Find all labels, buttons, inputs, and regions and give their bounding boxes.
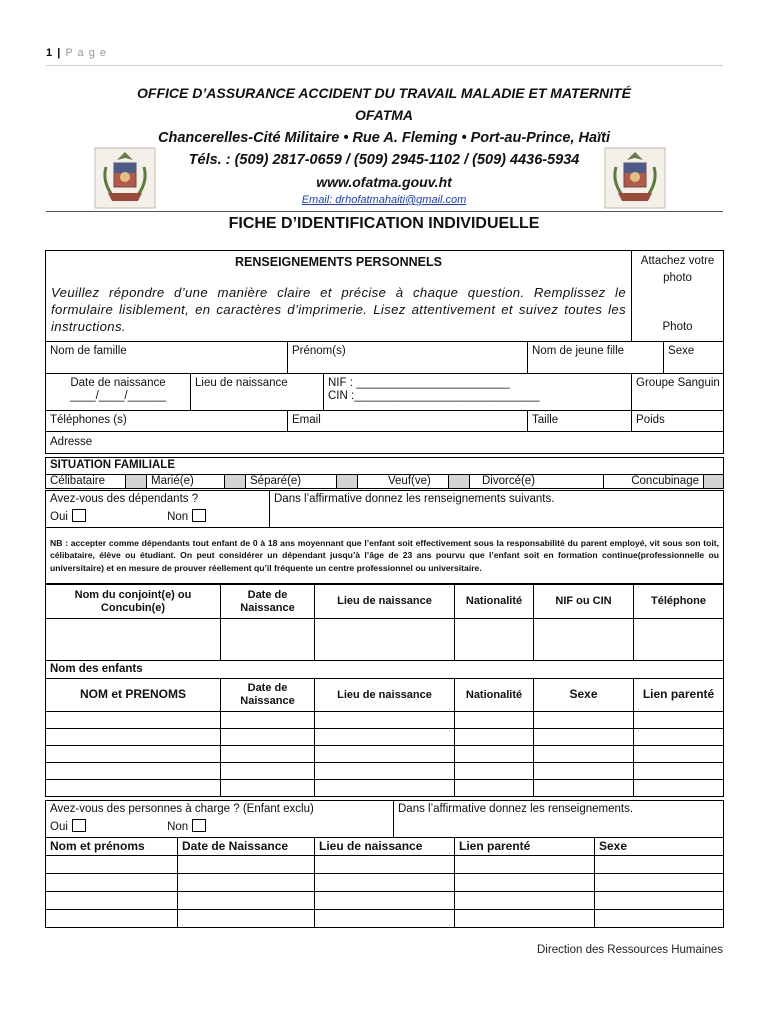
children-header-sex: Sexe: [534, 679, 634, 712]
table-cell[interactable]: [46, 874, 178, 892]
table-row: [46, 763, 724, 780]
table-cell[interactable]: [178, 892, 315, 910]
checkbox-marie[interactable]: [225, 475, 246, 489]
table-row: [46, 856, 724, 874]
charges-header-sex: Sexe: [595, 838, 724, 856]
table-cell[interactable]: [178, 874, 315, 892]
ofatma-seal-logo-right: [604, 147, 666, 209]
table-cell[interactable]: [46, 892, 178, 910]
table-cell[interactable]: [634, 712, 724, 729]
table-cell[interactable]: [315, 763, 455, 780]
option-divorce: Divorcé(e): [470, 475, 604, 489]
children-header-birthdate: Date de Naissance: [221, 679, 315, 712]
table-cell[interactable]: [221, 780, 315, 797]
charges-non-checkbox[interactable]: [192, 819, 206, 832]
spouse-header-birthdate: Date de Naissance: [221, 585, 315, 619]
personal-heading: RENSEIGNEMENTS PERSONNELS: [235, 255, 442, 269]
org-acronym: OFATMA: [354, 107, 414, 123]
table-cell[interactable]: [46, 729, 221, 746]
personal-info-header: [46, 251, 632, 342]
charges-question-table: [45, 800, 724, 838]
children-heading: Nom des enfants: [46, 661, 724, 679]
table-cell[interactable]: [221, 746, 315, 763]
table-cell[interactable]: [455, 712, 534, 729]
photo-label: Photo: [662, 321, 693, 333]
children-header-nationality: Nationalité: [455, 679, 534, 712]
table-cell[interactable]: [315, 892, 455, 910]
table-cell[interactable]: [634, 729, 724, 746]
title-rule: [46, 211, 723, 212]
org-phones: Téls. : (509) 2817-0659 / (509) 2945-1102 / (509) 4436-5934: [188, 152, 580, 168]
charges-question-cell: [46, 801, 394, 838]
table-cell[interactable]: [595, 874, 724, 892]
dependants-note: NB : accepter comme dépendants tout enfant de 0 à 18 ans moyennant que l’enfant soit effectivement sous la responsabilité du parent employé, vit sous son toit, célibataire, élève ou étudiant. On peut considérer un dépendant jusqu’à l’âge de 23 ans pourvu que l’enfant soit en formation continue(professionnelle ou universitaire) et en mesure de prouver réellement qu’il fréquente un centre professionnel ou universitaire.: [46, 528, 724, 584]
charges-header-relation: Lien parenté: [455, 838, 595, 856]
checkbox-concubinage[interactable]: [704, 475, 724, 489]
email-field[interactable]: Email: [288, 411, 528, 432]
table-cell[interactable]: [534, 746, 634, 763]
charges-header-birthdate: Date de Naissance: [178, 838, 315, 856]
table-cell[interactable]: [178, 856, 315, 874]
table-cell[interactable]: [315, 910, 455, 928]
table-cell[interactable]: [534, 712, 634, 729]
table-cell[interactable]: [455, 729, 534, 746]
charges-non-label: Non: [167, 821, 189, 834]
table-row: [46, 874, 724, 892]
adresse-field[interactable]: Adresse: [46, 432, 724, 454]
checkbox-separe[interactable]: [337, 475, 358, 489]
page-number-value: 1: [46, 47, 54, 59]
table-cell[interactable]: [634, 780, 724, 797]
page-separator: |: [57, 47, 62, 59]
dependants-table: [45, 490, 724, 584]
org-website: www.ofatma.gouv.ht: [316, 174, 452, 190]
table-row: [46, 712, 724, 729]
org-address: Chancerelles-Cité Militaire • Rue A. Fleming • Port-au-Prince, Haïti: [158, 130, 610, 146]
option-concubinage: Concubinage: [604, 475, 704, 489]
nif-cin-field[interactable]: [324, 374, 632, 411]
table-cell[interactable]: [46, 746, 221, 763]
table-cell[interactable]: [534, 763, 634, 780]
telephones-field[interactable]: Téléphones (s): [46, 411, 288, 432]
groupe-sanguin-field[interactable]: Groupe Sanguin: [632, 374, 724, 411]
children-table: [45, 660, 724, 797]
table-cell[interactable]: [455, 892, 595, 910]
table-cell[interactable]: [595, 910, 724, 928]
table-row: [46, 746, 724, 763]
table-row: [46, 910, 724, 928]
table-cell[interactable]: [315, 746, 455, 763]
table-cell[interactable]: [46, 763, 221, 780]
prenoms-field[interactable]: Prénom(s): [288, 342, 528, 374]
dependants-affirmative: Dans l’affirmative donnez les renseignements suivants.: [270, 491, 724, 528]
table-cell[interactable]: [455, 746, 534, 763]
spouse-header-birthplace: Lieu de naissance: [315, 585, 455, 619]
lieu-naissance-field[interactable]: Lieu de naissance: [191, 374, 324, 411]
option-celibataire: Célibataire: [46, 475, 126, 489]
table-cell[interactable]: [634, 746, 724, 763]
option-separe: Séparé(e): [246, 475, 337, 489]
poids-field[interactable]: Poids: [632, 411, 724, 432]
table-cell[interactable]: [455, 910, 595, 928]
children-header-name: NOM et PRENOMS: [46, 679, 221, 712]
photo-box[interactable]: [632, 251, 724, 342]
org-name: OFFICE D’ASSURANCE ACCIDENT DU TRAVAIL MALADIE ET MATERNITÉ: [137, 85, 631, 101]
spouse-table: [45, 584, 724, 661]
nif-label: NIF : ________________________: [328, 377, 510, 389]
org-email-link[interactable]: Email: drhofatmahaiti@gmail.com: [301, 194, 467, 206]
spouse-nif-cell[interactable]: [534, 619, 634, 661]
table-cell[interactable]: [46, 712, 221, 729]
dependants-question-cell: [46, 491, 270, 528]
table-cell[interactable]: [46, 780, 221, 797]
table-cell[interactable]: [315, 780, 455, 797]
spouse-nationality-cell[interactable]: [455, 619, 534, 661]
checkbox-veuf[interactable]: [449, 475, 470, 489]
table-row: [46, 780, 724, 797]
charges-header-name: Nom et prénoms: [46, 838, 178, 856]
spouse-header-name: Nom du conjoint(e) ou Concubin(e): [46, 585, 221, 619]
spouse-birthdate-cell[interactable]: [221, 619, 315, 661]
table-cell[interactable]: [221, 712, 315, 729]
table-cell[interactable]: [595, 892, 724, 910]
form-title: FICHE D’IDENTIFICATION INDIVIDUELLE: [228, 215, 540, 232]
instructions-text: Veuillez répondre d’une manière claire et précise à chaque question. Remplissez le formulaire lisiblement, en caractères d’imprimerie. Lisez attentivement et suivez toutes les instructions.: [51, 285, 627, 334]
option-marie: Marié(e): [147, 475, 225, 489]
dependants-non-label: Non: [167, 511, 189, 524]
table-cell[interactable]: [46, 856, 178, 874]
page-number: [46, 47, 107, 59]
table-cell[interactable]: [178, 910, 315, 928]
spouse-header-nif: NIF ou CIN: [534, 585, 634, 619]
nom-famille-field[interactable]: Nom de famille: [46, 342, 288, 374]
table-cell[interactable]: [221, 763, 315, 780]
dependants-oui-checkbox[interactable]: [72, 509, 86, 522]
personal-info-table: [45, 250, 724, 454]
footer-text: Direction des Ressources Humaines: [537, 944, 723, 956]
table-cell[interactable]: [634, 763, 724, 780]
table-cell[interactable]: [455, 780, 534, 797]
date-naissance-label: Date de naissance: [70, 377, 166, 389]
photo-attach-label: Attachez votre photo: [640, 255, 715, 284]
spouse-header-nationality: Nationalité: [455, 585, 534, 619]
table-cell[interactable]: [315, 874, 455, 892]
page-label: P a g e: [65, 47, 107, 59]
charges-header-birthplace: Lieu de naissance: [315, 838, 455, 856]
taille-field[interactable]: Taille: [528, 411, 632, 432]
table-cell[interactable]: [534, 729, 634, 746]
table-row: [46, 729, 724, 746]
table-cell[interactable]: [315, 712, 455, 729]
table-cell[interactable]: [455, 856, 595, 874]
table-cell[interactable]: [221, 729, 315, 746]
charges-affirmative: Dans l’affirmative donnez les renseignements.: [394, 801, 724, 838]
nom-jeune-fille-field[interactable]: Nom de jeune fille: [528, 342, 664, 374]
charges-oui-checkbox[interactable]: [72, 819, 86, 832]
option-veuf: Veuf(ve): [358, 475, 449, 489]
charges-table: [45, 837, 724, 928]
dependants-oui-label: Oui: [50, 511, 68, 524]
sexe-field[interactable]: Sexe: [664, 342, 724, 374]
table-cell[interactable]: [595, 856, 724, 874]
table-cell[interactable]: [46, 910, 178, 928]
charges-oui-label: Oui: [50, 821, 68, 834]
header-rule: [46, 65, 723, 66]
date-naissance-field[interactable]: [46, 374, 191, 411]
table-cell[interactable]: [315, 856, 455, 874]
charges-question: Avez-vous des personnes à charge ? (Enfant exclu): [50, 803, 314, 815]
date-naissance-blank: ____/____/______: [70, 390, 166, 403]
situation-familiale-table: [45, 457, 724, 489]
children-header-birthplace: Lieu de naissance: [315, 679, 455, 712]
children-header-relation: Lien parenté: [634, 679, 724, 712]
table-cell[interactable]: [455, 763, 534, 780]
dependants-question: Avez-vous des dépendants ?: [50, 493, 199, 505]
dependants-non-checkbox[interactable]: [192, 509, 206, 522]
table-cell[interactable]: [315, 729, 455, 746]
table-cell[interactable]: [455, 874, 595, 892]
situation-heading: SITUATION FAMILIALE: [46, 458, 724, 475]
spouse-birthplace-cell[interactable]: [315, 619, 455, 661]
spouse-name-cell[interactable]: [46, 619, 221, 661]
cin-label: CIN :_____________________________: [328, 390, 540, 403]
table-cell[interactable]: [534, 780, 634, 797]
ofatma-seal-logo-left: [94, 147, 156, 209]
spouse-header-phone: Téléphone: [634, 585, 724, 619]
checkbox-celibataire[interactable]: [126, 475, 147, 489]
table-row: [46, 892, 724, 910]
spouse-phone-cell[interactable]: [634, 619, 724, 661]
